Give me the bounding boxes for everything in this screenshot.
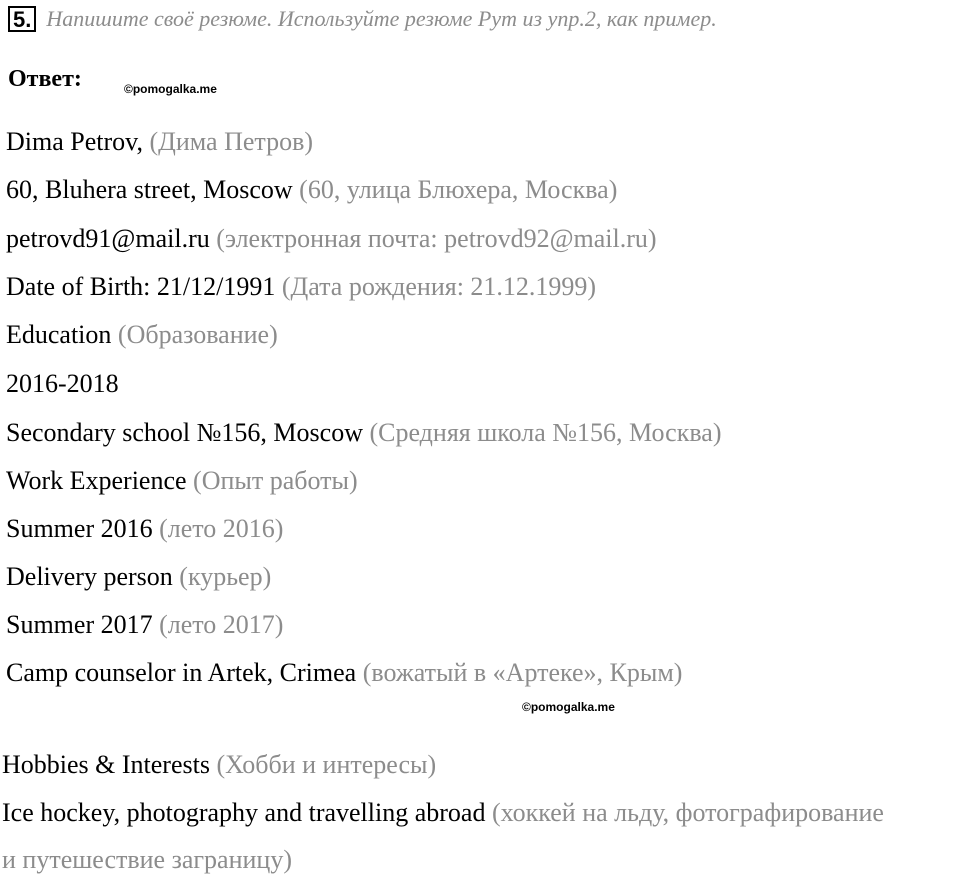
line-en: Secondary school №156, Moscow	[6, 418, 363, 447]
resume-line-summer-2017	[6, 610, 283, 640]
line-en: Hobbies & Interests	[2, 750, 210, 779]
resume-line-job-1	[6, 562, 271, 592]
line-en: Dima Petrov,	[6, 127, 143, 156]
line-ru: (электронная почта: petrovd92@mail.ru)	[216, 224, 657, 253]
line-ru: (Дата рождения: 21.12.1999)	[281, 272, 597, 301]
resume-line-hobbies-cont	[2, 845, 292, 875]
resume-line-summer-2016	[6, 514, 283, 544]
line-en: petrovd91@mail.ru	[6, 224, 210, 253]
line-en: 60, Bluhera street, Moscow	[6, 175, 293, 204]
watermark: ©pomogalka.me	[522, 700, 615, 714]
line-en: Summer 2017	[6, 610, 153, 639]
resume-section-education	[6, 320, 278, 350]
line-ru: (Средняя школа №156, Москва)	[369, 418, 722, 447]
resume-line-school	[6, 418, 721, 448]
task-header	[8, 6, 717, 32]
line-en: Camp counselor in Artek, Crimea	[6, 658, 357, 687]
line-en: Work Experience	[6, 466, 194, 495]
resume-line-hobbies	[2, 798, 884, 828]
resume-line-dob	[6, 272, 596, 302]
line-ru: и путешествие заграницу)	[2, 845, 292, 874]
line-en: Delivery person	[6, 562, 173, 591]
task-instruction: Напишите своё резюме. Используйте резюме Рут из упр.2, как пример.	[46, 6, 717, 31]
resume-line-job-2	[6, 658, 682, 688]
line-ru: (Дима Петров)	[149, 127, 314, 156]
line-ru: (лето 2016)	[159, 514, 284, 543]
line-en: Education	[6, 320, 112, 349]
task-number: 5.	[8, 6, 36, 32]
resume-line-name	[6, 127, 313, 157]
line-ru: (вожатый в «Артеке», Крым)	[362, 658, 683, 687]
line-ru: (Образование)	[117, 320, 278, 349]
line-ru: (60, улица Блюхера, Москва)	[299, 175, 618, 204]
resume-section-work	[6, 466, 358, 496]
line-en: Date of Birth: 21/12/1991	[6, 272, 276, 301]
watermark: ©pomogalka.me	[124, 82, 217, 96]
line-ru: (Опыт работы)	[193, 466, 358, 495]
resume-line-email	[6, 224, 657, 254]
line-ru: (курьер)	[179, 562, 272, 591]
line-en: Ice hockey, photography and travelling abroad	[2, 798, 486, 827]
line-ru: (Хобби и интересы)	[216, 750, 437, 779]
line-ru: (лето 2017)	[159, 610, 284, 639]
answer-label: Ответ:	[8, 66, 82, 92]
resume-line-edu-years	[6, 369, 119, 399]
line-ru: (хоккей на льду, фотографирование	[491, 798, 884, 827]
line-en: 2016-2018	[6, 369, 119, 398]
resume-line-address	[6, 175, 617, 205]
resume-section-hobbies	[2, 750, 436, 780]
line-en: Summer 2016	[6, 514, 153, 543]
